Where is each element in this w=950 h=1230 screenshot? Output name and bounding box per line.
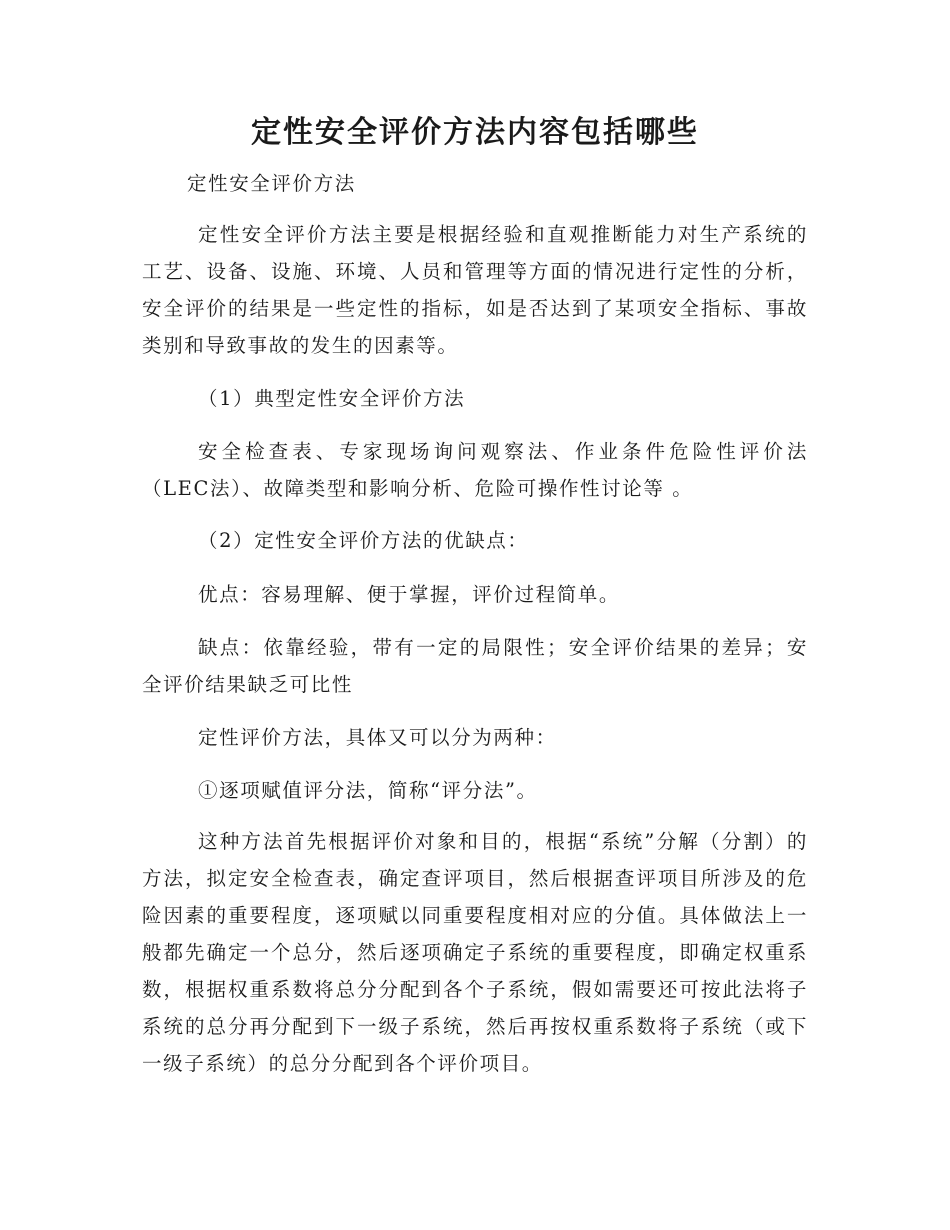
paragraph-scoring-method: ①逐项赋值评分法，简称“评分法”。 [198, 779, 538, 802]
paragraph-cons: 缺点：依靠经验，带有一定的局限性；安全评价结果的差异；安全评价结果缺乏可比性 [142, 636, 808, 696]
paragraph-intro: 定性安全评价方法主要是根据经验和直观推断能力对生产系统的工艺、设备、设施、环境、人员和管理等方面的情况进行定性的分析，安全评价的结果是一些定性的指标，如是否达到了某项安全指标、事故类别和导致事故的发生的因素等。 [142, 223, 808, 357]
paragraph-two-kinds: 定性评价方法，具体又可以分为两种： [198, 726, 557, 749]
paragraph-scoring-details: 这种方法首先根据评价对象和目的，根据“系统”分解（分割）的方法，拟定安全检查表，确定查评项目，然后根据查评项目所涉及的危险因素的重要程度，逐项赋以同重要程度相对应的分值。具体做法上一般都先确定一个总分，然后逐项确定子系统的重要程度，即确定权重系数，根据权重系数将总分分配到各个子系统，假如需要还可按此法将子系统的总分再分配到下一级子系统，然后再按权重系数将子系统（或下一级子系统）的总分分配到各个评价项目。 [142, 830, 808, 1075]
paragraph-heading-pros-cons: （2）定性安全评价方法的优缺点： [198, 529, 529, 552]
paragraph-heading-typical-methods: （1）典型定性安全评价方法 [198, 387, 466, 410]
paragraph-typical-methods: 安全检查表、专家现场询问观察法、作业条件危险性评价法（LEC法）、故障类型和影响分析、危险可操作性讨论等 。 [142, 440, 808, 500]
page-title: 定性安全评价方法内容包括哪些 [251, 115, 699, 150]
section-subheading: 定性安全评价方法 [187, 172, 356, 195]
paragraph-pros: 优点：容易理解、便于掌握，评价过程简单。 [198, 583, 621, 606]
